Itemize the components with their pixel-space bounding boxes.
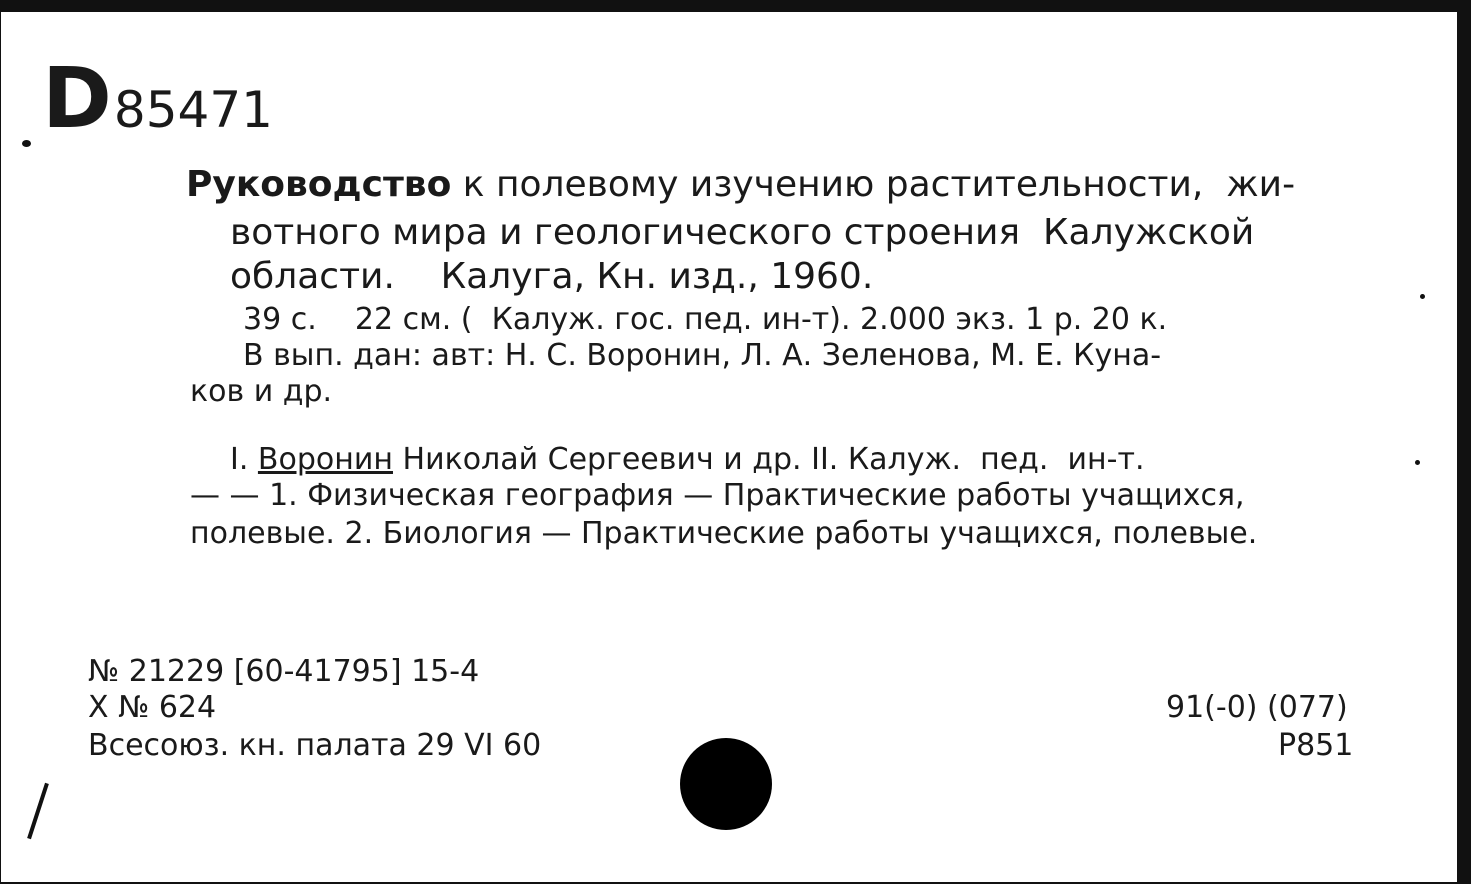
- scan-speck: [22, 140, 31, 147]
- tracing-underlined-name: Воронин: [257, 442, 393, 477]
- tracing-line-1: [230, 442, 1144, 477]
- tracing-line-2: — — 1. Физическая география — Практические работы учащихся,: [190, 478, 1245, 513]
- tracing-line-3: полевые. 2. Биология — Практические работы учащихся, полевые.: [190, 516, 1258, 551]
- title-heading-word: Руководство: [186, 164, 452, 205]
- footer-right-line-2: Р851: [1278, 728, 1354, 763]
- title-line-2: вотного мира и геологического строения Калужской: [230, 212, 1255, 253]
- title-line-1-text: к полевому изучению растительности, жи-: [451, 164, 1296, 205]
- collation-line-1: 39 с. 22 см. ( Калуж. гос. пед. ин-т). 2.000 экз. 1 р. 20 к.: [243, 302, 1168, 337]
- call-number-digits: 85471: [113, 81, 273, 139]
- call-number: [32, 30, 273, 147]
- call-number-letter: D: [42, 49, 110, 147]
- collation-line-2: В вып. дан: авт: Н. С. Воронин, Л. А. Зеленова, М. Е. Куна-: [243, 338, 1162, 373]
- title-line-1: [186, 164, 1295, 205]
- footer-left-line-1: № 21229 [60-41795] 15-4: [88, 654, 480, 689]
- footer-left-line-2: Х № 624: [88, 690, 217, 725]
- footer-right-line-1: 91(-0) (077): [1166, 690, 1348, 725]
- scan-speck: [1415, 460, 1420, 465]
- punch-hole: [680, 738, 772, 830]
- collation-line-3: ков и др.: [190, 374, 333, 409]
- footer-left-line-3: Всесоюз. кн. палата 29 VI 60: [88, 728, 542, 763]
- tracing-prefix: I.: [230, 442, 258, 477]
- title-line-3: области. Калуга, Кн. изд., 1960.: [230, 256, 874, 297]
- scan-speck: [1420, 294, 1425, 299]
- tracing-line-1-text: Николай Сергеевич и др. II. Калуж. пед. ин-т.: [392, 442, 1145, 477]
